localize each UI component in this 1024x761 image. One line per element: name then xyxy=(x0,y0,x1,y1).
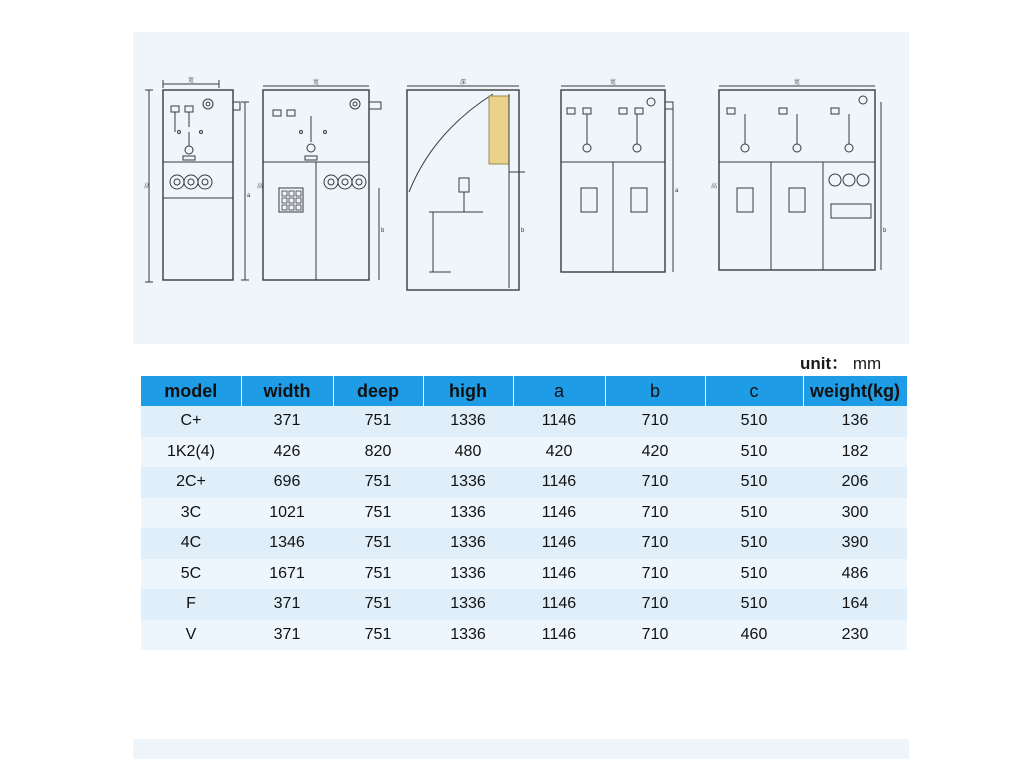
cell-a: 1146 xyxy=(513,620,605,651)
dim-a-label: a xyxy=(675,188,679,194)
cell-b: 710 xyxy=(605,589,705,620)
header-c: c xyxy=(705,376,803,406)
cabinet-side-section xyxy=(407,78,525,290)
cell-weight: 182 xyxy=(803,437,907,468)
dim-wide-label: 宽 xyxy=(187,78,195,84)
dim-b-label: b xyxy=(521,228,525,234)
cell-deep: 751 xyxy=(333,498,423,529)
table-row xyxy=(141,620,907,651)
cell-c: 510 xyxy=(705,589,803,620)
cell-b: 420 xyxy=(605,437,705,468)
cell-a: 1146 xyxy=(513,559,605,590)
cell-width: 1021 xyxy=(241,498,333,529)
table-row xyxy=(141,406,907,437)
header-a: a xyxy=(513,376,605,406)
cell-a: 1146 xyxy=(513,406,605,437)
cell-weight: 486 xyxy=(803,559,907,590)
cabinet-single-front xyxy=(144,76,251,282)
cell-b: 710 xyxy=(605,498,705,529)
cell-high: 1336 xyxy=(423,528,513,559)
dim-deep-label: 深 xyxy=(459,80,467,86)
header-deep: deep xyxy=(333,376,423,406)
header-high: high xyxy=(423,376,513,406)
dim-high-label: 高 xyxy=(257,184,264,190)
cell-c: 510 xyxy=(705,498,803,529)
cell-deep: 751 xyxy=(333,559,423,590)
cell-b: 710 xyxy=(605,467,705,498)
dim-a-label: a xyxy=(247,193,251,199)
cell-c: 510 xyxy=(705,437,803,468)
cell-deep: 751 xyxy=(333,406,423,437)
header-b: b xyxy=(605,376,705,406)
cell-b: 710 xyxy=(605,620,705,651)
cell-width: 371 xyxy=(241,620,333,651)
table-row xyxy=(141,498,907,529)
table-row xyxy=(141,528,907,559)
cell-c: 460 xyxy=(705,620,803,651)
dim-b-label: b xyxy=(883,228,887,234)
header-model: model xyxy=(141,376,241,406)
cell-b: 710 xyxy=(605,406,705,437)
cell-deep: 751 xyxy=(333,589,423,620)
cell-weight: 230 xyxy=(803,620,907,651)
cell-high: 1336 xyxy=(423,589,513,620)
cell-high: 1336 xyxy=(423,467,513,498)
cell-high: 1336 xyxy=(423,620,513,651)
cell-a: 1146 xyxy=(513,498,605,529)
cell-model: 2C+ xyxy=(141,467,241,498)
cabinet-drawings xyxy=(133,32,909,344)
dim-wide-label: 宽 xyxy=(312,80,320,86)
dim-wide-label: 宽 xyxy=(793,80,801,86)
cell-model: 4C xyxy=(141,528,241,559)
unit-value: mm xyxy=(852,354,882,373)
cabinet-quad-front xyxy=(711,78,887,270)
cabinet-double-front xyxy=(257,78,385,280)
cell-a: 1146 xyxy=(513,589,605,620)
cell-model: F xyxy=(141,589,241,620)
cell-model: V xyxy=(141,620,241,651)
cell-weight: 206 xyxy=(803,467,907,498)
table-row xyxy=(141,589,907,620)
cell-model: 1K2(4) xyxy=(141,437,241,468)
dim-high-label: 高 xyxy=(144,184,151,190)
cell-weight: 390 xyxy=(803,528,907,559)
cell-width: 426 xyxy=(241,437,333,468)
cell-weight: 300 xyxy=(803,498,907,529)
unit-label xyxy=(800,349,881,374)
cell-c: 510 xyxy=(705,467,803,498)
cell-width: 371 xyxy=(241,406,333,437)
cell-a: 1146 xyxy=(513,528,605,559)
header-width: width xyxy=(241,376,333,406)
table-header-row xyxy=(141,376,907,406)
cell-width: 371 xyxy=(241,589,333,620)
cell-model: 5C xyxy=(141,559,241,590)
cell-high: 480 xyxy=(423,437,513,468)
cell-c: 510 xyxy=(705,406,803,437)
header-weight: weight(kg) xyxy=(803,376,907,406)
cell-deep: 751 xyxy=(333,620,423,651)
cell-c: 510 xyxy=(705,528,803,559)
cabinet-triple-front xyxy=(561,78,679,272)
spec-table xyxy=(141,376,908,650)
cell-deep: 751 xyxy=(333,528,423,559)
cell-deep: 820 xyxy=(333,437,423,468)
footer-band xyxy=(133,739,909,759)
cell-b: 710 xyxy=(605,528,705,559)
dim-b-label: b xyxy=(381,228,385,234)
table-row xyxy=(141,437,907,468)
dim-wide-label: 宽 xyxy=(609,80,617,86)
table-row xyxy=(141,467,907,498)
cabinet-drawing-panel xyxy=(133,32,909,344)
cell-b: 710 xyxy=(605,559,705,590)
unit-label-text: unit： xyxy=(800,354,849,373)
cell-model: 3C xyxy=(141,498,241,529)
cell-width: 1671 xyxy=(241,559,333,590)
cell-model: C+ xyxy=(141,406,241,437)
cell-a: 420 xyxy=(513,437,605,468)
cell-weight: 164 xyxy=(803,589,907,620)
cell-weight: 136 xyxy=(803,406,907,437)
cell-a: 1146 xyxy=(513,467,605,498)
cell-high: 1336 xyxy=(423,406,513,437)
cell-high: 1336 xyxy=(423,498,513,529)
cell-high: 1336 xyxy=(423,559,513,590)
dim-high-label: 高 xyxy=(711,184,718,190)
cell-deep: 751 xyxy=(333,467,423,498)
cell-c: 510 xyxy=(705,559,803,590)
cell-width: 696 xyxy=(241,467,333,498)
table-row xyxy=(141,559,907,590)
cell-width: 1346 xyxy=(241,528,333,559)
